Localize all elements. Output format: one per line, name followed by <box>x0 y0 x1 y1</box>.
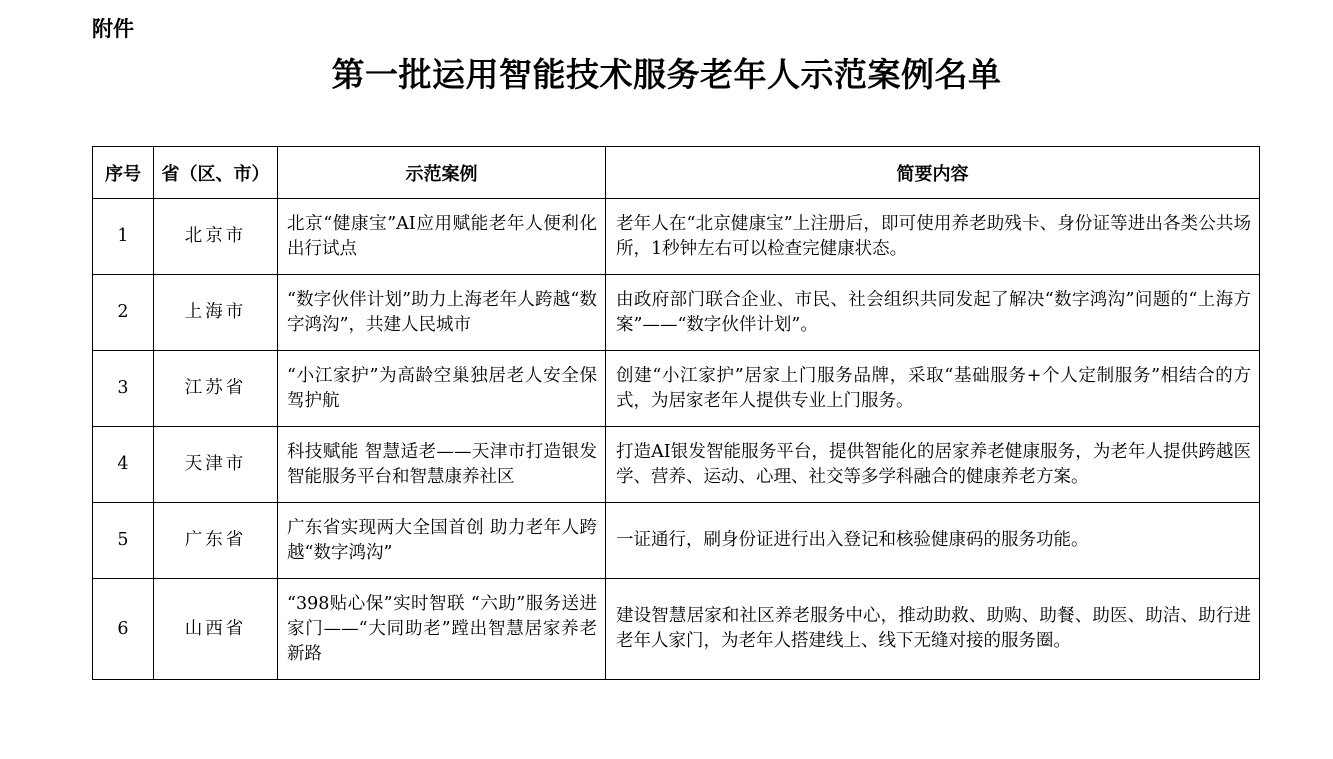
cell-case: 北京“健康宝”AI应用赋能老年人便利化出行试点 <box>278 199 606 275</box>
cell-province: 山西省 <box>154 579 278 680</box>
cell-province: 北京市 <box>154 199 278 275</box>
cell-summary: 创建“小江家护”居家上门服务品牌，采取“基础服务+个人定制服务”相结合的方式，为居家老年人提供专业上门服务。 <box>606 351 1260 427</box>
table-header-row <box>93 147 1260 199</box>
cell-summary: 一证通行，刷身份证进行出入登记和核验健康码的服务功能。 <box>606 503 1260 579</box>
table-row <box>93 351 1260 427</box>
cell-no: 3 <box>93 351 154 427</box>
cell-province: 天津市 <box>154 427 278 503</box>
cell-province: 广东省 <box>154 503 278 579</box>
cell-summary: 由政府部门联合企业、市民、社会组织共同发起了解决“数字鸿沟”问题的“上海方案”——“数字伙伴计划”。 <box>606 275 1260 351</box>
cell-case: “398贴心保”实时智联 “六助”服务送进家门——“大同助老”蹚出智慧居家养老新路 <box>278 579 606 680</box>
column-header-case: 示范案例 <box>278 147 606 199</box>
cell-no: 6 <box>93 579 154 680</box>
cell-no: 2 <box>93 275 154 351</box>
cell-summary: 建设智慧居家和社区养老服务中心，推动助救、助购、助餐、助医、助洁、助行进老年人家门，为老年人搭建线上、线下无缝对接的服务圈。 <box>606 579 1260 680</box>
table-row <box>93 199 1260 275</box>
column-header-summary: 简要内容 <box>606 147 1260 199</box>
document-title: 第一批运用智能技术服务老年人示范案例名单 <box>331 55 1002 94</box>
column-header-no: 序号 <box>93 147 154 199</box>
cell-no: 1 <box>93 199 154 275</box>
table-row <box>93 579 1260 680</box>
cell-case: “数字伙伴计划”助力上海老年人跨越“数字鸿沟”，共建人民城市 <box>278 275 606 351</box>
column-header-province: 省（区、市） <box>154 147 278 199</box>
cell-case: “小江家护”为高龄空巢独居老人安全保驾护航 <box>278 351 606 427</box>
cell-summary: 打造AI银发智能服务平台，提供智能化的居家养老健康服务，为老年人提供跨越医学、营养、运动、心理、社交等多学科融合的健康养老方案。 <box>606 427 1260 503</box>
cell-no: 4 <box>93 427 154 503</box>
table-row <box>93 427 1260 503</box>
attachment-label: 附件 <box>92 17 134 41</box>
cell-summary: 老年人在“北京健康宝”上注册后，即可使用养老助残卡、身份证等进出各类公共场所，1秒钟左右可以检查完健康状态。 <box>606 199 1260 275</box>
table-row <box>93 275 1260 351</box>
cell-case: 广东省实现两大全国首创 助力老年人跨越“数字鸿沟” <box>278 503 606 579</box>
cell-province: 上海市 <box>154 275 278 351</box>
cell-case: 科技赋能 智慧适老——天津市打造银发智能服务平台和智慧康养社区 <box>278 427 606 503</box>
case-list-table <box>92 146 1260 680</box>
cell-province: 江苏省 <box>154 351 278 427</box>
table-row <box>93 503 1260 579</box>
cell-no: 5 <box>93 503 154 579</box>
